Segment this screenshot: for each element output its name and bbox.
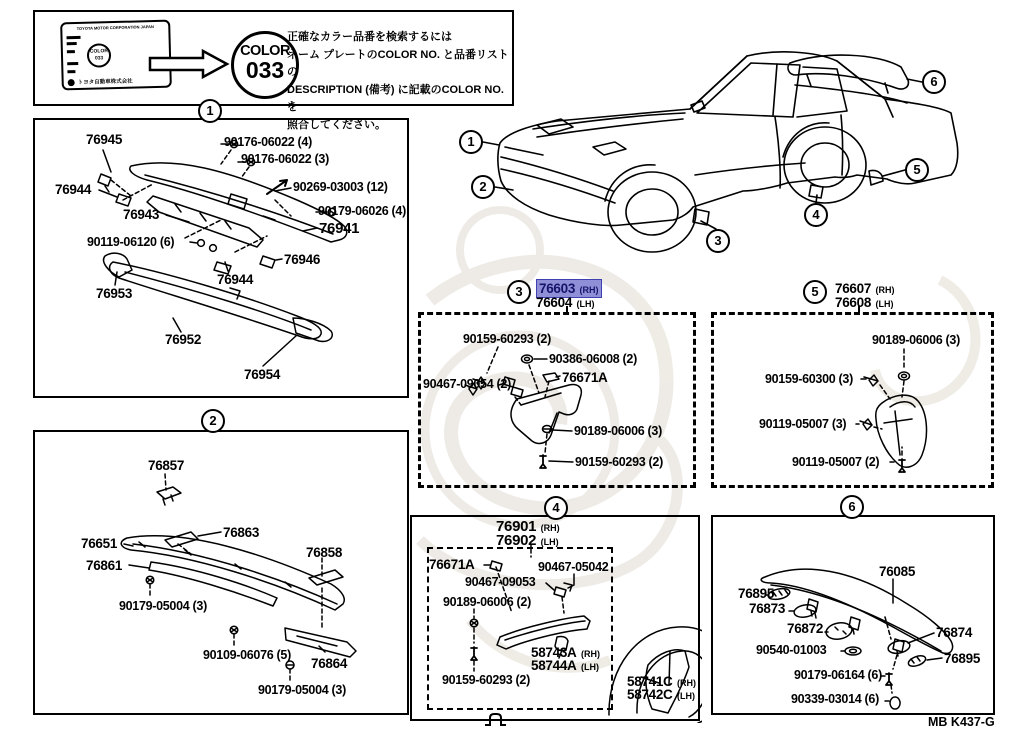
part-number-text: 76607 [835,281,872,296]
note-line: 正確なカラー品番を検索するには [287,31,452,43]
box2-art [35,432,411,717]
part-label[interactable]: 90119-05007 (3) [759,417,847,431]
car-callout-6: 6 [922,70,946,94]
color-number-note-box [33,10,514,131]
plate-detail-bar [66,36,80,39]
part-label[interactable]: 90339-03014 (6) [791,692,879,706]
part-label-pair[interactable] [627,674,696,700]
part-label[interactable]: 76651 [81,536,118,551]
part-number-text: 76608 [835,294,872,310]
part-label[interactable]: 90467-09054 (2) [423,377,511,391]
part-label[interactable]: 76954 [244,367,281,382]
car-callout-5: 5 [905,158,929,182]
rh-tag: (RH) [540,523,560,533]
part-label[interactable]: 90189-06006 (3) [872,333,960,347]
rh-tag: (RH) [579,285,599,295]
part-number-text: 58742C [627,687,673,702]
part-label[interactable]: 90189-06006 (3) [574,424,662,438]
part-label[interactable]: 90109-06076 (5) [203,648,291,662]
part-label[interactable]: 76671A [429,557,475,572]
part-number-text: 58744A [531,658,577,673]
parts-box-3 [418,312,696,488]
part-label[interactable]: 76864 [311,656,348,671]
part-label[interactable]: 76085 [879,564,916,579]
box1-art [35,120,411,400]
part-label[interactable]: 90176-06022 (4) [224,135,312,149]
note-line: ネーム プレートのCOLOR NO. と品番リストの [287,48,509,78]
air-dam-drawing [110,262,322,339]
box6-art [713,517,997,717]
rh-tag: (RH) [580,649,600,659]
section-4-badge: 4 [544,496,568,520]
part-label[interactable]: 76895 [944,651,981,666]
name-plate-illustration [60,20,172,91]
part-label[interactable]: 90269-03003 (12) [293,180,388,194]
part-label[interactable]: 76941 [319,220,360,237]
parts-box-5 [711,312,994,488]
part-label[interactable]: 90159-60293 (2) [463,332,551,346]
lh-tag: (LH) [875,298,894,309]
part-label[interactable]: 76945 [86,132,123,147]
part-label[interactable]: 90540-01003 [756,643,827,657]
car-overview-drawing [445,25,1020,280]
front-spoiler-drawing [130,163,347,242]
parts-box-1 [33,118,409,398]
part-label[interactable]: 76861 [86,558,123,573]
rh-tag: (RH) [676,678,696,688]
parts-box-6 [711,515,995,715]
car-callout-4: 4 [804,203,828,227]
part-label[interactable]: 76944 [55,182,92,197]
part-label[interactable]: 76952 [165,332,202,347]
section-5-badge: 5 [803,280,827,304]
plate-company-text: トヨタ自動車株式会社 [77,78,133,87]
part-number-text: 76604 [536,294,573,310]
part-number[interactable] [496,532,559,549]
part-label[interactable]: 76953 [96,286,133,301]
part-label[interactable]: 76671A [562,370,608,385]
section-5-header [835,281,895,310]
plate-detail-bar [67,62,78,65]
mudguard-drawing [511,384,581,443]
part-label[interactable]: 76873 [749,601,786,616]
part-label[interactable]: 76857 [148,458,185,473]
mudguard-drawing [876,395,927,467]
part-label[interactable]: 90467-05042 [538,560,609,574]
lh-tag: (LH) [676,691,695,701]
toyota-logo-icon [68,79,75,86]
part-label[interactable]: 76944 [217,272,254,287]
car-callout-2: 2 [471,175,495,199]
part-number-text: 76902 [496,531,537,549]
lh-tag: (LH) [540,536,559,547]
part-number-text: 76603 [539,281,576,296]
part-number[interactable] [536,294,595,311]
section-2-badge: 2 [201,409,225,433]
part-label[interactable]: 76895 [738,586,775,601]
part-label[interactable]: 90467-09053 [465,575,536,589]
part-label[interactable]: 90159-60293 (2) [442,673,530,687]
section-3-badge: 3 [507,280,531,304]
part-label[interactable]: 76863 [223,525,260,540]
part-number-text: 58741C [627,674,673,689]
part-label[interactable]: 90159-60300 (3) [765,372,853,386]
part-label[interactable]: 76946 [284,252,321,267]
car-body-outline [498,52,958,226]
part-label[interactable]: 90119-06120 (6) [87,235,175,249]
part-label[interactable]: 90159-60293 (2) [575,455,663,469]
lh-tag: (LH) [580,662,599,672]
parts-box-2 [33,430,409,715]
section-3-header [536,281,602,310]
note-line: 照合してください。 [287,118,386,131]
section-1-badge: 1 [198,99,222,123]
color-lookup-instructions [287,29,512,134]
plate-detail-bar [67,42,77,45]
color-badge-word: COLOR [240,43,290,59]
rear-spoiler-drawing [761,569,952,653]
plate-maker-text: TOYOTA MOTOR CORPORATION JAPAN [76,23,154,32]
part-label[interactable]: 76872 [787,621,824,636]
section-4-header [496,518,560,549]
part-label[interactable]: 90176-06022 (3) [241,152,329,166]
plate-color-circle: COLOR 033 [87,43,112,68]
note-line: DESCRIPTION (備考) に記載のCOLOR NO. を [287,83,504,113]
part-number[interactable] [835,294,894,311]
section-6-badge: 6 [840,495,864,519]
part-label[interactable]: 76943 [123,207,160,222]
part-label[interactable]: 90386-06008 (2) [549,352,637,366]
plate-detail-bar [67,50,75,53]
plate-detail-bar [67,70,75,73]
parts-box-4 [410,515,700,721]
part-label[interactable]: 76874 [936,625,973,640]
part-label[interactable]: 90179-05004 (3) [258,683,346,697]
part-number-text: 58743A [531,645,577,660]
color-badge-number: 033 [245,57,285,83]
rh-tag: (RH) [875,285,895,295]
car-callout-3: 3 [706,229,730,253]
part-label[interactable]: 90189-06006 (2) [443,595,531,609]
part-label-pair[interactable] [531,645,600,671]
part-label[interactable]: 90179-06164 (6) [794,668,882,682]
part-label[interactable]: 76858 [306,545,343,560]
part-label[interactable]: 90179-05004 (3) [119,599,207,613]
car-callout-1: 1 [459,130,483,154]
part-label[interactable]: 90119-05007 (2) [792,455,880,469]
rear-spoiler-outline [788,55,908,89]
part-label[interactable]: 90179-06026 (4) [318,204,406,218]
page-code: MB K437-G [928,715,995,729]
part-number-text: 76901 [496,518,537,535]
lh-tag: (LH) [576,298,595,309]
